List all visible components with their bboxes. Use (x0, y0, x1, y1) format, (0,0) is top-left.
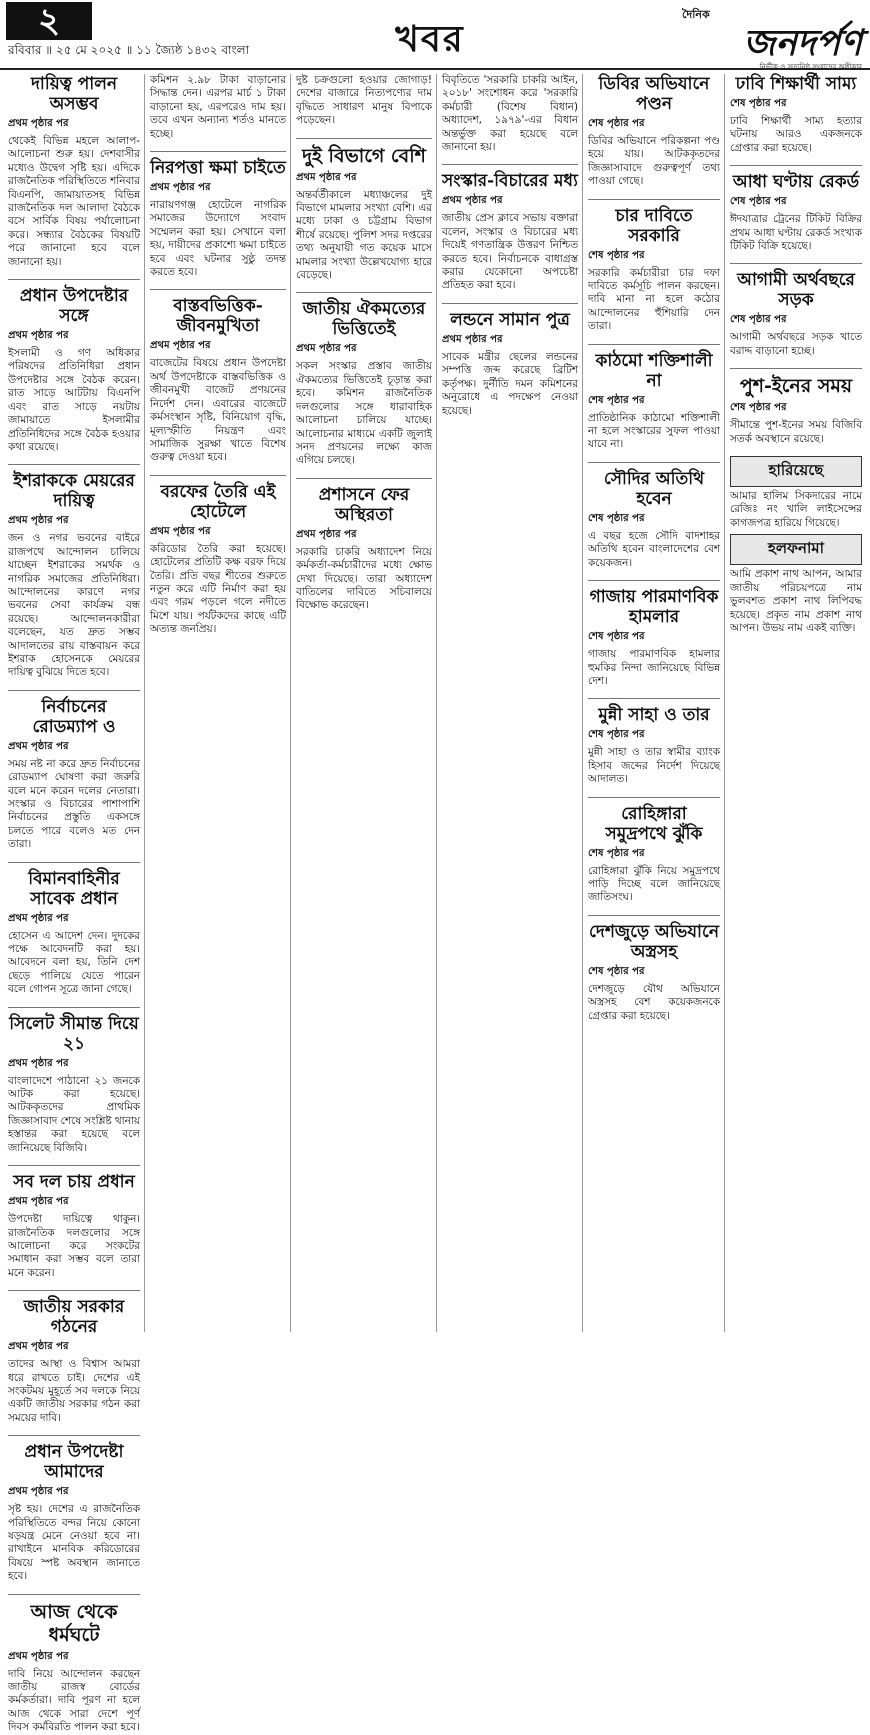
news-article (8, 1601, 140, 1735)
article-headline: সৌদির অতিথি হবেন (603, 468, 705, 509)
column-6 (730, 74, 862, 1332)
article-headline: বিমানবাহিনীর সাবেক প্রধান (28, 868, 120, 909)
article-divider (150, 475, 286, 476)
logo-tagline: নির্ভীক ও সত্যনিষ্ঠ সংবাদের অঙ্গীকার (759, 63, 862, 71)
article-body: অন্তর্বর্তীকালে মধ্যাঞ্চলের দুই বিভাগে মামলার সংখ্যা বেশি। এর মধ্যে ঢাকা ও চট্টগ্রাম বিভাগ শীর্ষে রয়েছে। পুলিশ সদর দপ্তরের তথ্য অনুযায়ী গত কয়েক মাসে মামলার সংখ্যা উল্লেখযোগ্য হারে বেড়েছে। (296, 188, 432, 282)
article-continuation-label: প্রথম পৃষ্ঠার পর (150, 340, 211, 352)
news-article (150, 482, 286, 637)
article-body: সকল সংস্কার প্রস্তাব জাতীয় ঐকমত্যের ভিত্তিতেই চূড়ান্ত করা হবে। কমিশন রাজনৈতিক দলগুলোর সঙ্গে ধারাবাহিক আলোচনা চালিয়ে যাচ্ছে। আলোচনার মাধ্যমে একটি জুলাই সনদ প্রণয়নের লক্ষ্যে কাজ এগিয়ে চলছে। (296, 360, 432, 467)
article-body: সরকারি কর্মচারীরা চার দফা দাবিতে কর্মসূচি পালন করছেন। দাবি মানা না হলে কঠোর আন্দোলনের হুঁশিয়ারি দেন তারা। (588, 266, 720, 333)
article-divider (588, 580, 720, 581)
article-continuation-label: প্রথম পৃষ্ঠার পর (8, 1196, 69, 1208)
article-continuation-label: প্রথম পৃষ্ঠার পর (8, 740, 69, 752)
section-title: খবর (395, 18, 465, 60)
news-article (8, 1014, 140, 1155)
news-article (296, 299, 432, 467)
article-divider (588, 462, 720, 463)
lost-notice-body: আমার হালিম সিকদারের নামে রেজিঃ নং খালি লাইসেন্সের কাগজপত্র হারিয়ে গিয়েছে। (730, 490, 862, 529)
article-divider (588, 915, 720, 916)
newspaper-logo (662, 6, 862, 71)
news-article (8, 74, 140, 269)
article-continuation-label: শেষ পৃষ্ঠার পর (588, 729, 645, 741)
article-body: জন ও নগর ভবনের বাইরে রাজপথে আন্দোলন চালিয়ে যাচ্ছেন ইশরাকের সমর্থক ও নাগরিক সমাজের প্রতিনিধিরা। আন্দোলনের কারণে নগর ভবনের সেবা কার্যক্রম বন্ধ রয়েছে। আন্দোলনকারীরা বলেছেন, যত দ্রুত সম্ভব আদালতের রায় বাস্তবায়ন করে ইশরাক হোসেনকে মেয়রের দায়িত্ব বুঝিয়ে দিতে হবে। (8, 532, 140, 679)
article-headline: বাস্তবভিত্তিক-জীবনমুখিতা (173, 296, 263, 337)
article-body: ঈদযাত্রার ট্রেনের টিকিট বিক্রির প্রথম আধা ঘণ্টায় রেকর্ড সংখ্যক টিকিট বিক্রি হয়েছে। (730, 213, 862, 253)
article-headline: আজ থেকে ধর্মঘটে (30, 1600, 118, 1646)
article-divider (730, 165, 862, 166)
article-headline: ঢাবি শিক্ষার্থী সাম্য (735, 74, 857, 94)
article-body: এ বছর হজে সৌদি বাদশাহর অতিথি হবেন বাংলাদেশের বেশ কয়েকজন। (588, 529, 720, 569)
article-continuation-label: প্রথম পৃষ্ঠার পর (296, 171, 357, 183)
news-article (8, 869, 140, 997)
news-article (8, 1172, 140, 1280)
affidavit-heading: হলফনামা (730, 534, 862, 565)
page-number: ২ (6, 2, 92, 40)
news-article (150, 296, 286, 464)
article-headline: বরফের তৈরি এই হোটেলে (160, 481, 276, 522)
article-headline: দায়িত্ব পালন অসম্ভব (30, 74, 118, 114)
article-divider (296, 478, 432, 479)
article-headline: সংস্কার-বিচারের মধ্য (442, 171, 578, 192)
article-headline: চার দাবিতে সরকারি (615, 205, 693, 246)
lost-notice-heading: হারিয়েছে (730, 456, 862, 487)
article-body: দুষ্ট চক্রগুলো হওয়ার জোগাড়! দেশের বাজারে নিত্যপণ্যের দাম বৃদ্ধিতে সাধারণ মানুষ বিপাকে পড়েছেন। (296, 74, 432, 127)
article-body: বিবৃতিতে 'সরকারি চাকরি আইন, ২০১৮' সংশোধন করে 'সরকারি কর্মচারী (বিশেষ বিধান) অধ্যাদেশ, ১৯৭৯'-এর বিধান অন্তর্ভুক্ত করা হয়েছে বলে জানানো হয়। (442, 74, 578, 154)
article-divider (150, 151, 286, 152)
news-article (296, 485, 432, 613)
article-divider (588, 344, 720, 345)
article-body: বাজেটের বিষয়ে প্রধান উপদেষ্টা অর্থ উপদেষ্টাকে বাস্তবভিত্তিক ও জীবনমুখী বাজেট প্রণয়নের নির্দেশ দেন। এবারের বাজেটে কর্মসংস্থান সৃষ্টি, বিনিয়োগ বৃদ্ধি, মূল্যস্ফীতি নিয়ন্ত্রণ এবং সামাজিক সুরক্ষা খাতে বিশেষ গুরুত্ব দেওয়া হবে। (150, 357, 286, 464)
affidavit-body: আমি প্রকাশ নাথ আপন, আমার জাতীয় পরিচয়পত্রে নাম ভুলবশত প্রকাশ নাথ লিপিবদ্ধ হয়েছে। প্রকৃত নাম প্রকাশ নাথ আপন। উভয় নাম একই ব্যক্তি। (730, 568, 862, 634)
news-article (588, 351, 720, 452)
article-continuation-label: প্রথম পৃষ্ঠার পর (8, 912, 69, 924)
article-body: রোহিঙ্গারা ঝুঁকি নিয়ে সমুদ্রপথে পাড়ি দিচ্ছে বলে জানিয়েছে জাতিসংঘ। (588, 864, 720, 904)
article-continuation-label: প্রথম পৃষ্ঠার পর (8, 1341, 69, 1353)
news-article (442, 74, 578, 154)
dateline: রবিবার ॥ ২৫ মে ২০২৫ ॥ ১১ জ্যৈষ্ঠ ১৪৩২ বাংলা (8, 43, 250, 57)
article-headline: কাঠমো শক্তিশালী না (595, 350, 713, 391)
article-headline: সিলেট সীমান্ত দিয়ে ২১ (9, 1013, 139, 1054)
article-continuation-label: প্রথম পৃষ্ঠার পর (8, 330, 69, 342)
column-5 (588, 74, 720, 1332)
article-divider (8, 1290, 140, 1291)
article-divider (8, 1594, 140, 1595)
article-body: প্রাতিষ্ঠানিক কাঠামো শক্তিশালী না হলে সংস্কারের সুফল পাওয়া যাবে না। (588, 411, 720, 451)
article-continuation-label: প্রথম পৃষ্ঠার পর (8, 1057, 69, 1069)
news-article (588, 705, 720, 786)
article-continuation-label: শেষ পৃষ্ঠার পর (588, 847, 645, 859)
article-body: দাবি নিয়ে আন্দোলন করছেন জাতীয় রাজস্ব বোর্ডের কর্মকর্তারা। দাবি পূরণ না হলে আজ থেকে সারা দেশে পূর্ণ দিবস কর্মবিরতি পালন করা হবে। (8, 1667, 140, 1734)
article-continuation-label: প্রথম পৃষ্ঠার পর (442, 333, 503, 345)
article-headline: ডিবির অভিযানে পণ্ডন (598, 74, 710, 114)
article-body: আগামী অর্থবছরে সড়ক খাতে বরাদ্দ বাড়ানো হচ্ছে। (730, 331, 862, 357)
article-body: সাবেক মন্ত্রীর ছেলের লন্ডনের সম্পত্তি জব্দ করেছে ব্রিটিশ কর্তৃপক্ষ। দুর্নীতি দমন কমিশনের অনুরোধে এ পদক্ষেপ নেওয়া হয়েছে। (442, 350, 578, 417)
article-divider (8, 1435, 140, 1436)
article-body: করিডোর তৈরি করা হয়েছে। হোটেলের প্রতিটি কক্ষ বরফ দিয়ে তৈরি। প্রতি বছর শীতের শুরুতে নতুন করে এটি নির্মাণ করা হয় এবং গরম পড়লে গলে নদীতে মিশে যায়। পর্যটকদের কাছে এটি অত্যন্ত জনপ্রিয়। (150, 542, 286, 636)
article-continuation-label: শেষ পৃষ্ঠার পর (588, 118, 645, 129)
article-body: উপদেষ্টা দায়িত্বে থাকুন। রাজনৈতিক দলগুলোর সঙ্গে আলোচনা করে সংকটের সমাধান করা সম্ভব বলে তারা মনে করেন। (8, 1213, 140, 1279)
news-article (588, 922, 720, 1023)
article-body: সরকারি চাকরি অধ্যাদেশ নিয়ে কর্মকর্তা-কর্মচারীদের মধ্যে ক্ষোভ দেখা দিয়েছে। তারা অধ্যাদেশ বাতিলের দাবিতে সচিবালয়ে বিক্ষোভ করেছেন। (296, 545, 432, 612)
article-headline: দুই বিভাগে বেশি (302, 144, 426, 167)
logo-small-text: দৈনিক (682, 8, 710, 21)
article-continuation-label: শেষ পৃষ্ঠার পর (588, 249, 645, 261)
article-continuation-label: শেষ পৃষ্ঠার পর (588, 512, 645, 524)
column-rule (582, 74, 583, 1332)
article-headline: পুশ-ইনের সময় (739, 375, 853, 398)
article-body: সময় নষ্ট না করে দ্রুত নির্বাচনের রোডম্যাপ ঘোষণা করা জরুরি বলে মনে করেন দলের নেতারা। সংস্কার ও বিচারের পাশাপাশি নির্বাচনের প্রস্তুতি একসঙ্গে চলতে পারে বলেও মত দেন তারা। (8, 757, 140, 851)
article-divider (296, 292, 432, 293)
article-body: নারায়ণগঞ্জ হোটেলে নাগরিক সমাজের উদ্যোগে সংবাদ সম্মেলন করা হয়। সেখানে বলা হয়, দায়ীদের প্রকাশ্যে ক্ষমা চাইতে হবে এবং ঘটনার সুষ্ঠু তদন্ত করতে হবে। (150, 199, 286, 279)
article-divider (442, 164, 578, 165)
article-continuation-label: শেষ পৃষ্ঠার পর (730, 402, 787, 414)
article-divider (8, 1007, 140, 1008)
article-continuation-label: প্রথম পৃষ্ঠার পর (296, 343, 357, 355)
news-article (8, 471, 140, 679)
article-continuation-label: প্রথম পৃষ্ঠার পর (296, 528, 357, 540)
article-continuation-label: শেষ পৃষ্ঠার পর (730, 98, 787, 109)
article-divider (730, 368, 862, 369)
masthead (0, 0, 870, 70)
article-continuation-label: প্রথম পৃষ্ঠার পর (8, 118, 69, 129)
article-divider (588, 797, 720, 798)
news-article (588, 804, 720, 905)
news-article (588, 206, 720, 334)
news-article (8, 697, 140, 852)
article-body: কমিশন ২.৯৮ টাকা বাড়ানোর সিদ্ধান্ত দেন। এরপর মার্চ ১ টাকা বাড়ানো হয়, এরপরেও দাম হয়। তবে এখন অন্যান্য শর্তও মানতে হচ্ছে। (150, 74, 286, 140)
news-article (296, 74, 432, 128)
article-body: থেকেই বিভিন্ন মহলে আলাপ-আলোচনা শুরু হয়। দেশবাসীর মধ্যেও উদ্বেগ সৃষ্টি হয়। এদিকে রাজনৈতিক পরিস্থিতিতে শনিবার বিএনপি, জামায়াতসহ বিভিন্ন রাজনৈতিক দল আলাদা বৈঠকে বসে সার্বিক বিষয় পর্যালোচনা করে। সন্ধ্যার বৈঠকের বিষয়টি পরে জানানো হবে বলে জানানো হয়। (8, 135, 140, 268)
article-divider (8, 1165, 140, 1166)
article-continuation-label: শেষ পৃষ্ঠার পর (730, 196, 787, 208)
news-article (442, 171, 578, 292)
news-article (588, 587, 720, 688)
article-divider (296, 138, 432, 139)
article-body: গাজায় পারমাণবিক হামলার হুমকির নিন্দা জানিয়েছে বিভিন্ন দেশ। (588, 648, 720, 687)
article-body: জাতীয় প্রেস ক্লাবে সভায় বক্তারা বলেন, সংস্কার ও বিচারের মধ্য দিয়েই গণতান্ত্রিক উত্তরণ নিশ্চিত করতে হবে। নির্বাচনকে বাধাগ্রস্ত করার যেকোনো অপচেষ্টা প্রতিহত করা হবে। (442, 212, 578, 292)
news-article (730, 172, 862, 253)
article-headline: নিরপত্তা ক্ষমা চাইতে (150, 158, 286, 179)
article-continuation-label: প্রথম পৃষ্ঠার পর (8, 1486, 69, 1498)
article-body: দেশজুড়ে যৌথ অভিযানে অস্ত্রসহ বেশ কয়েকজনকে গ্রেপ্তার করা হয়েছে। (588, 982, 720, 1022)
news-article (150, 158, 286, 279)
article-body: ঢাবি শিক্ষার্থী সাম্য হত্যার ঘটনায় আরও একজনকে গ্রেপ্তার করা হয়েছে। (730, 115, 862, 154)
article-continuation-label: শেষ পৃষ্ঠার পর (588, 394, 645, 406)
article-headline: গাজায় পারমাণবিক হামলার (589, 587, 719, 628)
news-article (296, 145, 432, 283)
logo-name: জনদর্পণ (743, 22, 862, 64)
article-headline: প্রশাসনে ফের অস্থিরতা (318, 484, 410, 525)
article-divider (588, 698, 720, 699)
column-1 (8, 74, 140, 1734)
news-article (588, 74, 720, 189)
article-divider (442, 303, 578, 304)
column-2 (150, 74, 286, 1332)
article-continuation-label: শেষ পৃষ্ঠার পর (588, 965, 645, 977)
column-3 (296, 74, 432, 1332)
article-headline: সব দল চায় প্রধান (13, 1172, 135, 1193)
article-divider (8, 464, 140, 465)
column-rule (290, 74, 291, 1332)
article-headline: প্রধান উপদেষ্টার সঙ্গে (19, 286, 129, 327)
news-article (730, 375, 862, 446)
article-headline: জাতীয় ঐকমত্যের ভিত্তিতেই (302, 299, 426, 340)
article-headline: ইশরাককে মেয়রের দায়িত্ব (13, 471, 135, 512)
article-body: তাদের আস্থা ও বিশ্বাস আমরা ধরে রাখতে চাই। দেশের এই সংকটময় মুহূর্তে সব দলকে নিয়ে একটি জাতীয় সরকার গঠন করা সময়ের দাবি। (8, 1358, 140, 1424)
article-divider (150, 289, 286, 290)
article-body: সৃষ্ট হয়। দেশের এ রাজনৈতিক পরিস্থিতিতে বন্দর নিয়ে কোনো ষড়যন্ত্র মেনে নেওয়া হবে না। রাখাইনে মানবিক করিডোরের বিষয়ে স্পষ্ট অবস্থান জানাতে হবে। (8, 1503, 140, 1583)
article-headline: নির্বাচনের রোডম্যাপ ও (32, 696, 116, 737)
column-rule (724, 74, 725, 1332)
article-continuation-label: শেষ পৃষ্ঠার পর (588, 631, 645, 643)
column-rule (144, 74, 145, 1332)
article-headline: জাতীয় সরকার গঠনের (23, 1297, 125, 1338)
news-article (730, 74, 862, 155)
article-continuation-label: প্রথম পৃষ্ঠার পর (8, 515, 69, 527)
news-article (150, 74, 286, 141)
news-article (8, 1442, 140, 1583)
column-rule (436, 74, 437, 1332)
article-body: ডিবির অভিযানে পরিকল্পনা পণ্ড হয়ে যায়। আটককৃতদের জিজ্ঞাসাবাদে গুরুত্বপূর্ণ তথ্য পাওয়া গেছে। (588, 135, 720, 188)
article-headline: আধা ঘণ্টায় রেকর্ড (732, 172, 860, 193)
article-continuation-label: প্রথম পৃষ্ঠার পর (442, 195, 503, 207)
article-divider (730, 263, 862, 264)
article-continuation-label: শেষ পৃষ্ঠার পর (730, 314, 787, 326)
article-continuation-label: প্রথম পৃষ্ঠার পর (150, 525, 211, 537)
article-headline: রোহিঙ্গারা সমুদ্রপথে ঝুঁকি (605, 803, 703, 844)
article-body: মুন্নী সাহা ও তার স্বামীর ব্যাংক হিসাব জব্দের নির্দেশ দিয়েছে আদালত। (588, 746, 720, 786)
article-continuation-label: প্রথম পৃষ্ঠার পর (8, 1650, 69, 1662)
article-divider (588, 199, 720, 200)
article-divider (8, 690, 140, 691)
article-headline: আগামী অর্থবছরে সড়ক (737, 270, 855, 311)
article-headline: মুন্নী সাহা ও তার (598, 705, 710, 726)
article-divider (8, 862, 140, 863)
article-headline: প্রধান উপদেষ্টা আমাদের (24, 1442, 124, 1483)
article-continuation-label: প্রথম পৃষ্ঠার পর (150, 182, 211, 194)
news-article (8, 286, 140, 454)
news-article (442, 310, 578, 418)
article-body: বাংলাদেশে পাঠানো ২১ জনকে আটক করা হয়েছে। আটককৃতদের প্রাথমিক জিজ্ঞাসাবাদ শেষে সংশ্লিষ্ট থানায় হস্তান্তর করা হয়েছে বলে জানিয়েছে বিজিবি। (8, 1074, 140, 1154)
article-headline: দেশজুড়ে অভিযানে অস্ত্রসহ (589, 921, 719, 962)
article-body: ইসলামী ও গণ অধিকার পরিষদের প্রতিনিধিরা প্রধান উপদেষ্টার সঙ্গে বৈঠক করেন। রাত সাড়ে আটটায় বিএনপি এবং রাত সাড়ে নয়টায় জামায়াতে ইসলামীর প্রতিনিধিদের সঙ্গে বৈঠক হওয়ার কথা রয়েছে। (8, 347, 140, 453)
article-body: সীমান্তে পুশ-ইনের সময় বিজিবি সতর্ক অবস্থানে রয়েছে। (730, 419, 862, 445)
article-headline: লন্ডনে সামান পুত্র (450, 309, 570, 330)
article-divider (8, 279, 140, 280)
news-article (730, 270, 862, 358)
news-article (588, 469, 720, 570)
news-article (8, 1297, 140, 1425)
column-4 (442, 74, 578, 1332)
article-body: হোসেন এ আদেশ দেন। দুদকের পক্ষে আবেদনটি করা হয়। আবেদনে বলা হয়, তিনি দেশ ছেড়ে পালিয়ে যেতে পারেন বলে গোপন সূত্রে জানা গেছে। (8, 929, 140, 996)
